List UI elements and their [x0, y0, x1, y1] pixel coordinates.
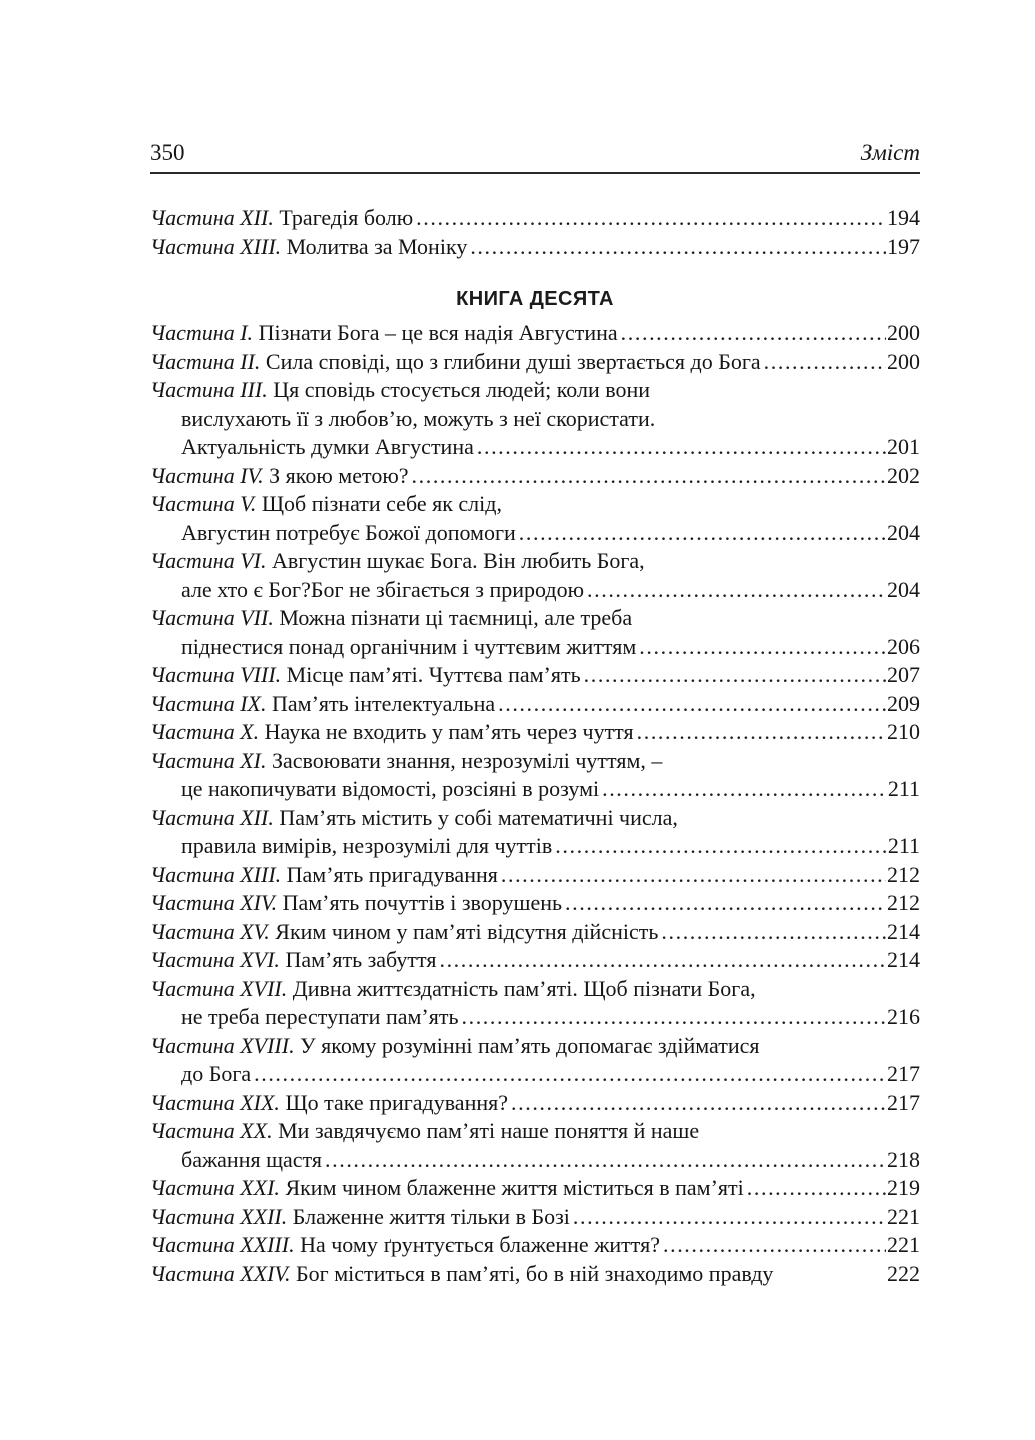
toc-entry	[150, 1174, 920, 1203]
toc-entry-title: Августин потребує Божої допомоги	[181, 519, 516, 545]
toc-leader-dots	[477, 433, 886, 462]
toc-entry-text	[150, 889, 562, 918]
toc-page-ref: 197	[887, 233, 920, 259]
toc-entry-part-label: Частина XIII.	[150, 861, 282, 887]
toc-entry-text	[150, 861, 498, 890]
toc-leader-dots	[462, 1003, 887, 1032]
toc-entry-text	[150, 975, 756, 1004]
toc-page-ref: 216	[887, 1004, 920, 1029]
toc-entry-part-label: Частина IV.	[150, 462, 264, 488]
toc-page-ref: 222	[887, 1260, 920, 1286]
toc-entry	[150, 204, 920, 233]
toc-entry-title: Яким чином у пам’яті відсутня дійсність	[275, 918, 659, 944]
toc-entry-continuation	[150, 1146, 920, 1175]
toc-entry-title: Щоб пізнати себе як слід,	[261, 491, 502, 516]
toc-entry	[150, 1203, 920, 1232]
toc-section	[150, 204, 920, 261]
toc-entry-text	[150, 1231, 660, 1260]
toc-entry-part-label: Частина XIX.	[150, 1089, 280, 1115]
toc-entry-text	[150, 348, 761, 377]
toc-entry-title: Актуальність думки Августина	[181, 434, 474, 459]
running-title: Зміст	[860, 140, 920, 165]
toc-entry-text	[150, 718, 634, 747]
toc-leader-dots	[747, 1174, 886, 1203]
toc-entry-title: Трагедія болю	[279, 205, 414, 230]
toc-entry-part-label: Частина III.	[150, 377, 268, 402]
toc-entry-text	[181, 1060, 251, 1089]
toc-page-ref: 211	[887, 776, 920, 801]
toc-leader-dots	[519, 519, 886, 548]
toc-page-ref: 221	[887, 1232, 920, 1257]
toc-section	[150, 319, 920, 1288]
toc-leader-dots	[498, 690, 886, 719]
toc-entry-continuation	[150, 832, 920, 861]
toc-entry	[150, 1089, 920, 1118]
toc-entry-part-label: Частина XIV.	[150, 890, 278, 915]
toc-entry	[150, 889, 920, 918]
toc-entry-part-label: Частина XII.	[150, 804, 274, 830]
toc-entry-title: Молитва за Моніку	[286, 233, 468, 259]
toc-entry-title: не треба переступати пам’ять	[181, 1004, 459, 1029]
toc-entry-part-label: Частина XIII.	[150, 233, 282, 259]
toc-entry-title: вислухають її з любов’ю, можуть з неї скористати.	[181, 405, 656, 431]
toc-entry-text	[150, 233, 467, 262]
toc-entry-part-label: Частина XXIV.	[150, 1260, 291, 1286]
toc-leader-dots	[639, 633, 886, 662]
toc-entry-title: Пам’ять почуттів і зворушень	[282, 890, 563, 915]
toc-entry-text	[181, 405, 655, 434]
toc-entry-part-label: Частина II.	[150, 348, 261, 374]
toc-entry-part-label: Частина VI.	[150, 548, 267, 573]
toc-leader-dots	[637, 718, 886, 747]
toc-leader-dots	[587, 576, 886, 605]
toc-leader-dots	[764, 348, 886, 377]
toc-entry-title: Пам’ять містить у собі математичні числа,	[279, 804, 678, 830]
toc-entry	[150, 747, 920, 776]
toc-page-ref: 200	[887, 348, 920, 374]
toc-leader-dots	[573, 1203, 886, 1232]
toc-leader-dots	[511, 1089, 886, 1118]
toc-entry-title: З якою метою?	[269, 462, 409, 488]
toc-entry-title: Пам’ять пригадування	[286, 861, 498, 887]
toc-page-ref: 206	[887, 633, 920, 659]
toc-entry-text	[150, 1174, 744, 1203]
toc-page-ref: 218	[887, 1146, 920, 1172]
toc-page-ref: 217	[887, 1089, 920, 1115]
toc-entry-part-label: Частина V.	[150, 491, 257, 516]
toc-page-ref: 210	[887, 719, 920, 744]
toc-entry-continuation	[150, 1060, 920, 1089]
toc-entry-continuation	[150, 633, 920, 662]
toc-leader-dots	[412, 462, 886, 491]
toc-page-ref: 214	[887, 918, 920, 944]
toc-page-ref: 194	[887, 205, 920, 230]
toc-entry-text	[150, 462, 409, 491]
toc-entry-text	[181, 1146, 322, 1175]
toc-entry-part-label: Частина IX.	[150, 690, 267, 716]
toc-entry-text	[181, 832, 552, 861]
toc-page-ref: 221	[887, 1203, 920, 1229]
toc-page-ref: 211	[887, 833, 920, 858]
toc-entry-continuation	[150, 433, 920, 462]
toc-page-ref: 212	[887, 861, 920, 887]
toc-entry	[150, 690, 920, 719]
toc-entry-text	[181, 519, 516, 548]
toc-entry-part-label: Частина XV.	[150, 918, 270, 944]
toc-entry	[150, 718, 920, 747]
toc-entry-part-label: Частина XVI.	[150, 947, 280, 972]
toc-entry-text	[150, 547, 645, 576]
toc-leader-dots	[602, 775, 887, 804]
toc-entry-part-label: Частина XXII.	[150, 1203, 288, 1229]
toc-entry-part-label: Частина XI.	[150, 747, 267, 773]
toc-entry-text	[181, 633, 636, 662]
toc-entry-title: Яким чином блаженне життя міститься в пам’яті	[285, 1175, 744, 1200]
toc-entry-continuation	[150, 1003, 920, 1032]
toc-entry-title: Блаженне життя тільки в Бозі	[292, 1203, 570, 1229]
book-section-heading: КНИГА ДЕСЯТА	[456, 288, 614, 310]
toc-entry	[150, 348, 920, 377]
toc-leader-dots	[663, 1231, 886, 1260]
toc-entry-title: Місце пам’яті. Чуттєва пам’ять	[286, 662, 581, 687]
toc-entry	[150, 376, 920, 405]
toc-entry-text	[150, 204, 413, 233]
toc-entry-title: У якому розумінні пам’ять допомагає здійматися	[300, 1032, 760, 1058]
page-number: 350	[150, 140, 185, 165]
toc-entry-text	[181, 576, 584, 605]
table-of-contents	[150, 204, 920, 1288]
toc-entry-title: Засвоювати знання, незрозумілі чуттям, –	[272, 747, 663, 773]
toc-entry	[150, 1032, 920, 1061]
toc-entry-part-label: Частина VII.	[150, 605, 274, 630]
toc-entry-text	[150, 918, 658, 947]
toc-entry-part-label: Частина XX.	[150, 1118, 273, 1143]
toc-page-ref: 217	[887, 1061, 920, 1086]
toc-entry-text	[150, 1117, 699, 1146]
toc-entry	[150, 918, 920, 947]
toc-entry	[150, 861, 920, 890]
toc-entry-text	[150, 804, 678, 833]
toc-page-ref: 204	[887, 519, 920, 545]
toc-entry	[150, 1231, 920, 1260]
toc-leader-dots	[416, 204, 886, 233]
toc-page-ref: 207	[887, 662, 920, 687]
toc-leader-dots	[584, 661, 886, 690]
toc-entry-part-label: Частина VIII.	[150, 662, 282, 687]
toc-entry-title: Ця сповідь стосується людей; коли вони	[273, 377, 651, 402]
toc-entry-title: Пізнати Бога – це вся надія Августина	[258, 320, 618, 345]
toc-entry	[150, 804, 920, 833]
toc-entry-title: Пам’ять інтелектуальна	[272, 690, 496, 716]
toc-entry-title: Можна пізнати ці таємниці, але треба	[279, 605, 633, 630]
toc-entry-continuation	[150, 775, 920, 804]
toc-entry-title: правила вимірів, незрозумілі для чуттів	[181, 833, 553, 858]
toc-entry-text	[150, 604, 632, 633]
toc-entry	[150, 975, 920, 1004]
page-header	[150, 141, 920, 174]
toc-entry-continuation	[150, 576, 920, 605]
toc-entry-title: бажання щастя	[181, 1146, 323, 1172]
toc-entry-text	[150, 319, 618, 348]
toc-page-ref: 212	[887, 890, 920, 915]
toc-leader-dots	[325, 1146, 886, 1175]
toc-entry-text	[150, 747, 662, 776]
toc-leader-dots	[439, 946, 886, 975]
toc-leader-dots	[565, 889, 886, 918]
toc-entry-text	[181, 433, 474, 462]
toc-entry-part-label: Частина X.	[150, 719, 260, 744]
toc-entry	[150, 319, 920, 348]
toc-entry	[150, 946, 920, 975]
toc-entry-title: Ми завдячуємо пам’яті наше поняття й наше	[278, 1118, 700, 1143]
toc-entry-text	[150, 490, 502, 519]
toc-entry-part-label: Частина XVIII.	[150, 1032, 295, 1058]
toc-entry	[150, 462, 920, 491]
toc-entry-text	[150, 1203, 570, 1232]
toc-entry-text	[150, 946, 436, 975]
toc-entry-title: це накопичувати відомості, розсіяні в розумі	[181, 776, 600, 801]
toc-entry-text	[150, 690, 495, 719]
toc-leader-dots	[501, 861, 886, 890]
toc-entry-continuation	[150, 405, 920, 434]
toc-entry-text	[150, 1089, 508, 1118]
toc-leader-dots	[621, 319, 886, 348]
toc-page-ref: 200	[887, 320, 920, 345]
toc-entry-continuation	[150, 519, 920, 548]
toc-page-ref: 202	[887, 462, 920, 488]
toc-entry-title: Пам’ять забуття	[285, 947, 437, 972]
toc-entry	[150, 490, 920, 519]
toc-entry-title: до Бога	[181, 1061, 252, 1086]
toc-entry	[150, 1117, 920, 1146]
toc-entry-title: Августин шукає Бога. Він любить Бога,	[272, 548, 645, 573]
toc-entry-title: але хто є Бог?Бог не збігається з природою	[181, 576, 585, 602]
toc-page-ref: 204	[887, 576, 920, 602]
toc-entry-part-label: Частина XII.	[150, 205, 274, 230]
toc-entry-title: На чому ґрунтується блаженне життя?	[300, 1232, 660, 1257]
toc-leader-dots	[555, 832, 887, 861]
toc-page-ref: 201	[887, 434, 920, 459]
toc-entry	[150, 233, 920, 262]
toc-entry	[150, 661, 920, 690]
toc-entry	[150, 1260, 920, 1289]
toc-entry-title: Дивна життєздатність пам’яті. Щоб пізнати Бога,	[292, 975, 756, 1001]
toc-entry-part-label: Частина I.	[150, 320, 254, 345]
toc-entry	[150, 547, 920, 576]
toc-entry-title: Сила сповіді, що з глибини душі звертається до Бога	[265, 348, 761, 374]
toc-page-ref: 214	[887, 947, 920, 972]
toc-entry-text	[150, 1032, 759, 1061]
toc-entry-text	[150, 1260, 773, 1289]
toc-entry-title: піднестися понад органічним і чуттєвим життям	[181, 633, 637, 659]
toc-entry-title: Бог міститься в пам’яті, бо в ній знаходимо правду	[296, 1260, 774, 1286]
toc-entry-text	[150, 661, 581, 690]
toc-entry-title: Наука не входить у пам’ять через чуття	[264, 719, 634, 744]
toc-leader-dots	[254, 1060, 886, 1089]
toc-entry-text	[181, 775, 599, 804]
toc-page-ref: 219	[887, 1175, 920, 1200]
toc-entry-part-label: Частина XXIII.	[150, 1232, 295, 1257]
toc-entry-text	[150, 376, 650, 405]
toc-leader-dots	[661, 918, 886, 947]
toc-entry-text	[181, 1003, 459, 1032]
toc-leader-dots	[470, 233, 886, 262]
toc-entry	[150, 604, 920, 633]
toc-entry-part-label: Частина XXI.	[150, 1175, 280, 1200]
toc-page-ref: 209	[887, 690, 920, 716]
toc-entry-title: Що таке пригадування?	[285, 1089, 509, 1115]
toc-entry-part-label: Частина XVII.	[150, 975, 288, 1001]
